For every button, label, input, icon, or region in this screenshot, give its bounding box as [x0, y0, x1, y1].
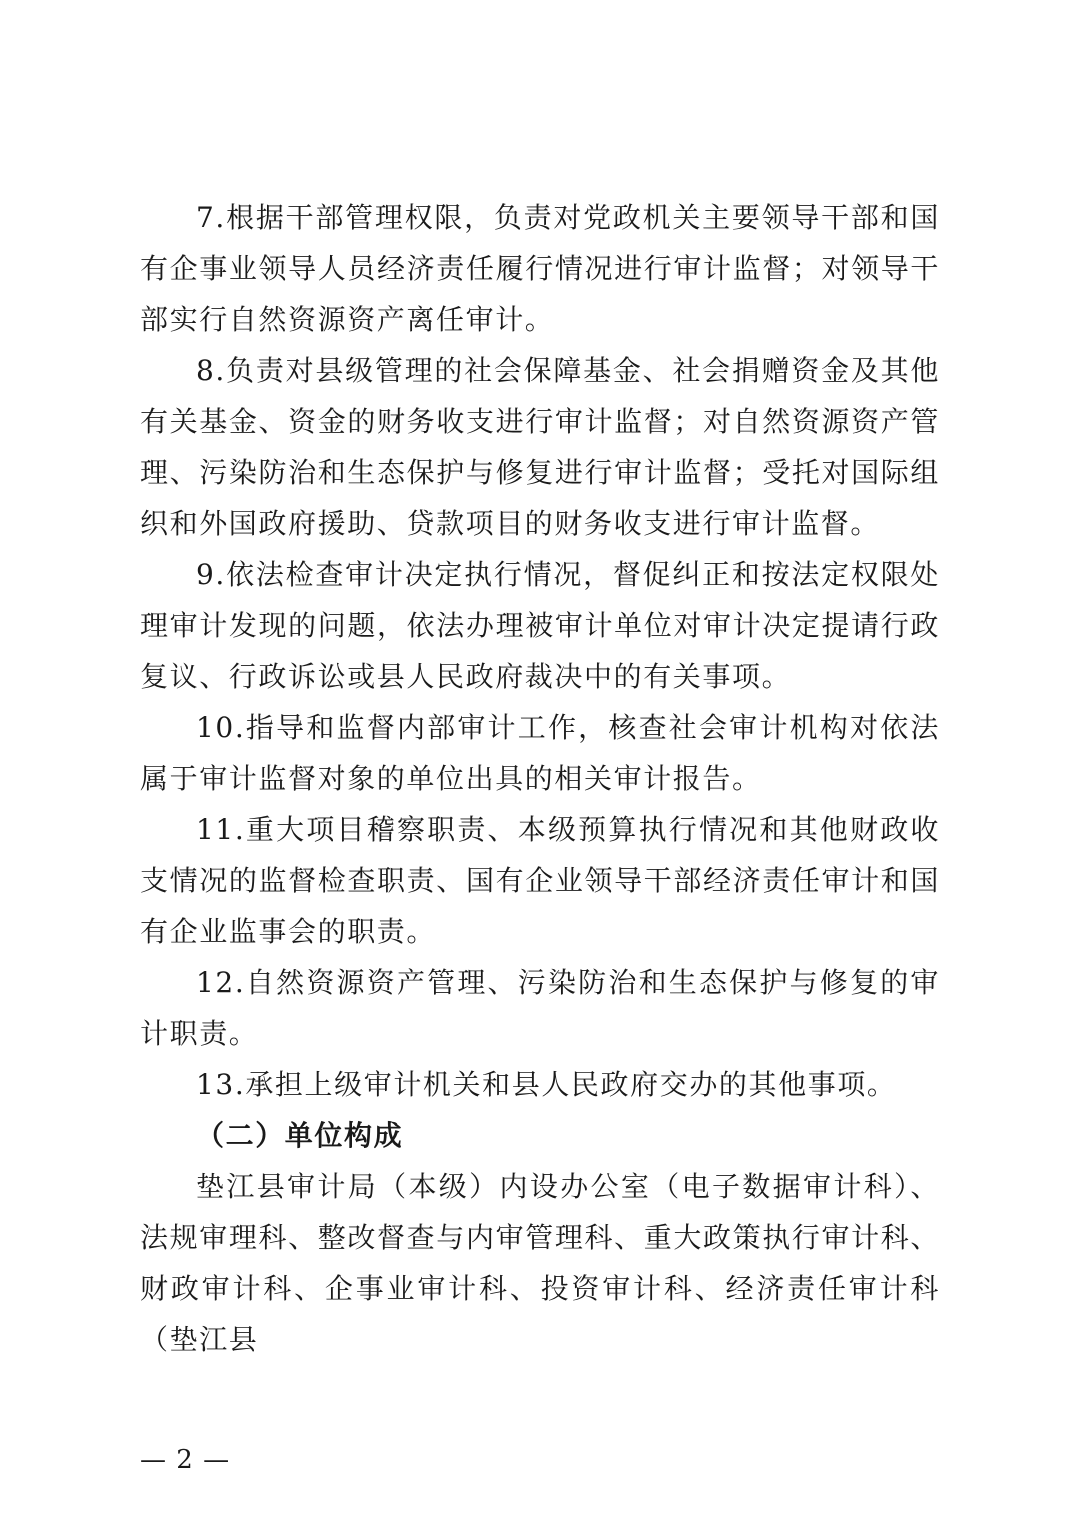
section-heading: （二）单位构成: [196, 1119, 404, 1152]
paragraph-item-12: 12.自然资源资产管理、污染防治和生态保护与修复的审计职责。: [140, 966, 940, 1050]
paragraph-item-11: 11.重大项目稽察职责、本级预算执行情况和其他财政收支情况的监督检查职责、国有企业领导干部经济责任审计和国有企业监事会的职责。: [140, 813, 940, 948]
paragraph-item-13: 13.承担上级审计机关和县人民政府交办的其他事项。: [196, 1068, 897, 1101]
paragraph-item-7: 7.根据干部管理权限，负责对党政机关主要领导干部和国有企事业领导人员经济责任履行情况进行审计监督；对领导干部实行自然资源资产离任审计。: [140, 201, 940, 336]
closing-paragraph: 垫江县审计局（本级）内设办公室（电子数据审计科）、法规审理科、整改督查与内审管理科、重大政策执行审计科、财政审计科、企事业审计科、投资审计科、经济责任审计科（垫江县: [140, 1170, 940, 1356]
paragraph-item-9: 9.依法检查审计决定执行情况，督促纠正和按法定权限处理审计发现的问题，依法办理被审计单位对审计决定提请行政复议、行政诉讼或县人民政府裁决中的有关事项。: [140, 558, 940, 693]
document-body: [140, 192, 940, 1365]
page-number: — 2 —: [140, 1445, 231, 1475]
paragraph-item-8: 8.负责对县级管理的社会保障基金、社会捐赠资金及其他有关基金、资金的财务收支进行审计监督；对自然资源资产管理、污染防治和生态保护与修复进行审计监督；受托对国际组织和外国政府援助、贷款项目的财务收支进行审计监督。: [140, 354, 940, 540]
paragraph-item-10: 10.指导和监督内部审计工作，核查社会审计机构对依法属于审计监督对象的单位出具的相关审计报告。: [140, 711, 940, 795]
